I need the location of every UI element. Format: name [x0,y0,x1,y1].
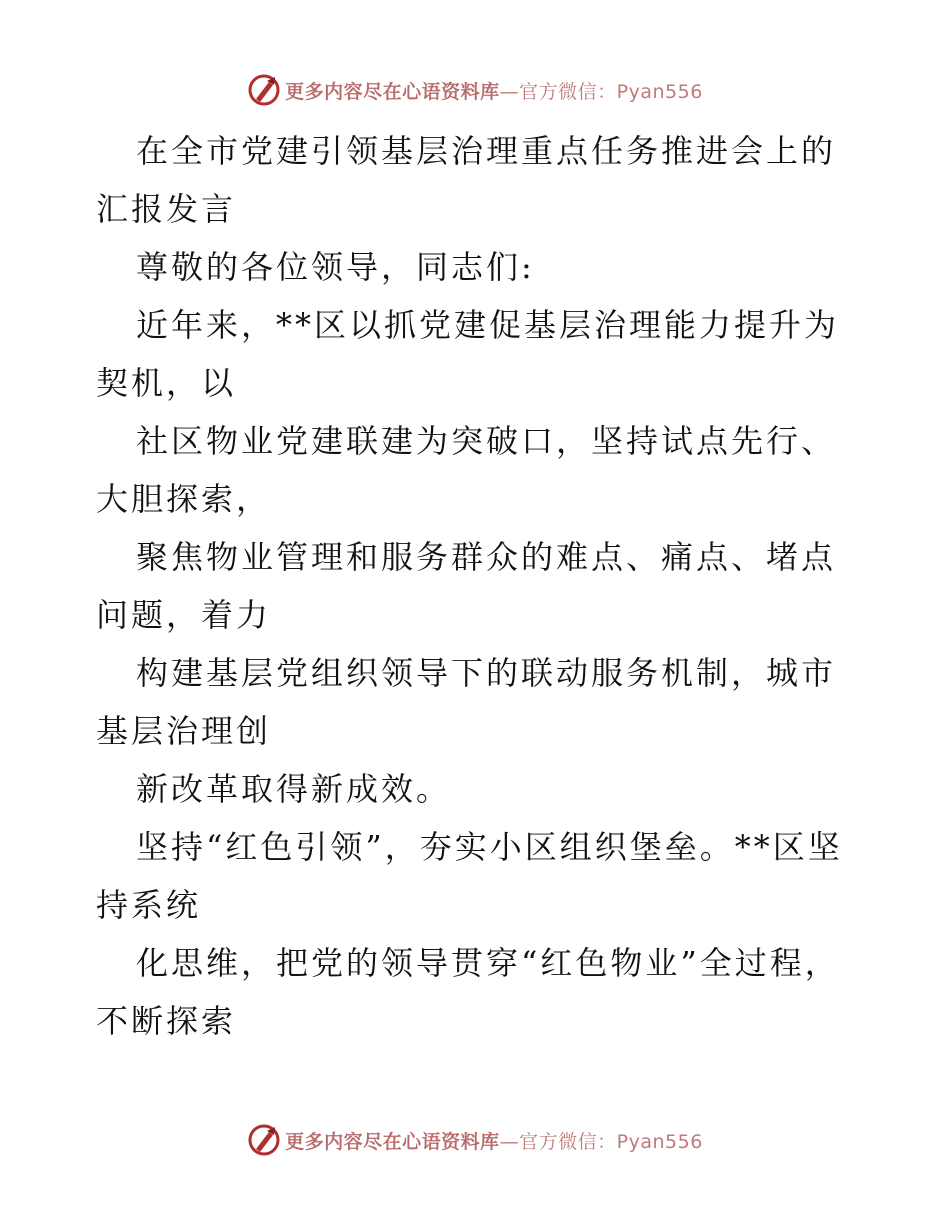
paragraph: 社区物业党建联建为突破口，坚持试点先行、大胆探索， [96,422,837,518]
paragraph: 近年来，**区以抓党建促基层治理能力提升为契机，以 [96,306,840,402]
document-body [96,122,856,1050]
paragraph: 化思维，把党的领导贯穿“红色物业”全过程，不断探索 [96,944,840,1040]
paragraph: 坚持“红色引领”，夯实小区组织堡垒。**区坚持系统 [96,828,843,924]
pen-logo-icon [247,73,281,107]
paragraph: 聚焦物业管理和服务群众的难点、痛点、堵点问题，着力 [96,538,837,634]
pen-logo-icon [247,1123,281,1157]
header-watermark [0,70,950,110]
paragraph: 构建基层党组织领导下的联动服务机制，城市基层治理创 [96,654,837,750]
document-title: 在全市党建引领基层治理重点任务推进会上的汇报发言 [96,132,837,228]
salutation: 尊敬的各位领导，同志们: [136,248,535,286]
watermark-text: 更多内容尽在心语资料库—官方微信：Pyan556 [285,80,703,103]
footer-watermark [0,1120,950,1160]
watermark-text: 更多内容尽在心语资料库—官方微信：Pyan556 [285,1130,703,1153]
paragraph: 新改革取得新成效。 [136,770,452,808]
